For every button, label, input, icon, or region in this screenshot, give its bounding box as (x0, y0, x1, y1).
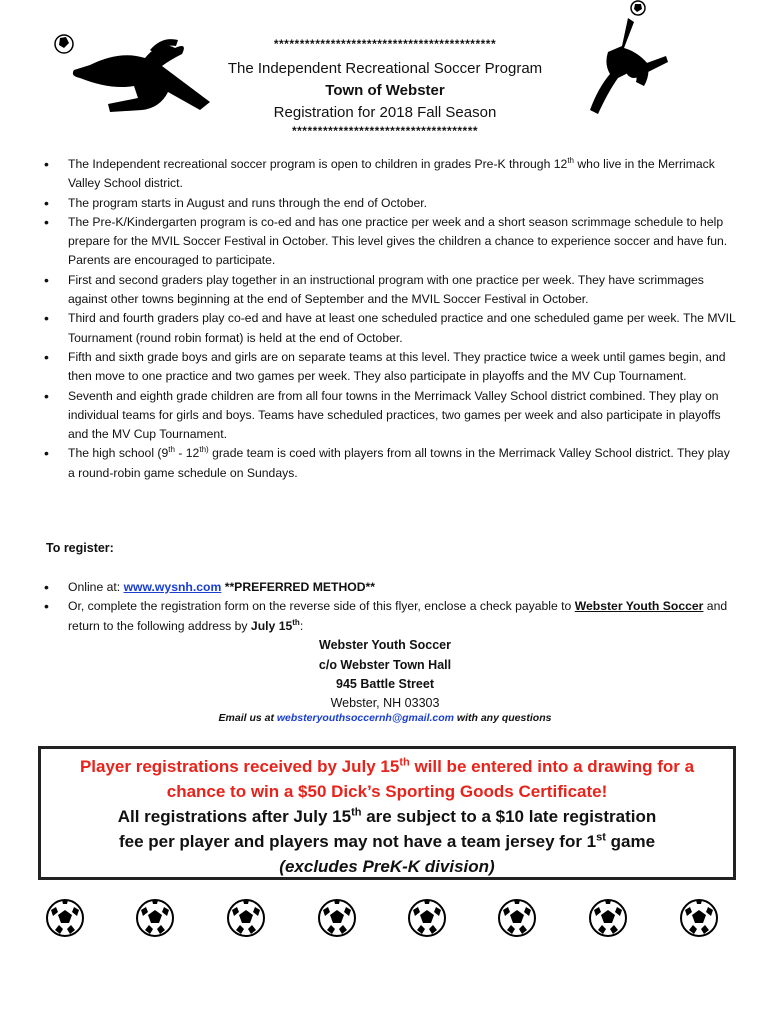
soccer-player-kick-icon (588, 0, 668, 120)
list-item: • Or, complete the registration form on the reverse side of this flyer, enclose a check payable to Webster Youth Soccer and return to the following address by July 15th: (38, 597, 738, 636)
list-item: • First and second graders play together in an instructional program with one practice per week. They have scrimmages against other towns beginning at the end of September and the MVIL Soccer Festival in October. (38, 271, 738, 310)
program-info-list (38, 155, 738, 483)
address-line: Webster, NH 03303 (330, 696, 440, 710)
list-item: • Third and fourth graders play co-ed and have at least one scheduled practice and one scheduled game per week. The MVIL Tournament (round robin format) is held at the end of October. (38, 309, 738, 348)
season-title: Registration for 2018 Fall Season (273, 104, 497, 121)
list-item: • The program starts in August and runs through the end of October. (38, 194, 738, 213)
list-item: • Seventh and eighth grade children are from all four towns in the Merrimack Valley School district combined. They play on individual teams for girls and boys. Teams have scheduled practices, two games per week and also participate in playoffs and the MV Cup Tournament. (38, 387, 738, 445)
list-item: • Fifth and sixth grade boys and girls are on separate teams at this level. They practice twice a week until games begin, and then move to one practice and two games per week. They also participate in playoffs and the MV Cup Tournament. (38, 348, 738, 387)
soccer-ball-icon (679, 898, 719, 938)
soccer-ball-icon (45, 898, 85, 938)
soccer-ball-icon (317, 898, 357, 938)
soccer-ball-icon (226, 898, 266, 938)
soccer-ball-icon (588, 898, 628, 938)
registration-notice-box (38, 746, 736, 880)
soccer-ball-icon (497, 898, 537, 938)
website-link[interactable]: www.wysnh.com (123, 580, 222, 594)
soccer-ball-icon (407, 898, 447, 938)
email-link[interactable]: websteryouthsoccernh@gmail.com (276, 712, 455, 724)
payee-name: Webster Youth Soccer (574, 599, 704, 614)
list-item: • Online at: www.wysnh.com **PREFERRED METHOD** (38, 578, 738, 597)
list-item: • The Pre-K/Kindergarten program is co-ed and has one practice per week and a short season scrimmage schedule to help prepare for the MVIL Soccer Festival in October. This level gives the children a chance to experience soccer and have fun. Parents are encouraged to participate. (38, 213, 738, 271)
flyer-header (0, 0, 770, 145)
late-fee-notice: All registrations after July 15th are subject to a $10 late registration fee per player and players may not have a team jersey for 1st game (excludes PreK-K division) (117, 806, 657, 876)
email-note: Email us at websteryouthsoccernh@gmail.com with any questions (218, 712, 552, 724)
drawing-notice: Player registrations received by July 15th will be entered into a drawing for a chance to win a $50 Dick’s Sporting Goods Certificate! (79, 756, 695, 801)
list-item: • The high school ($9th - 12^{th)}$ grade team is coed with players from all towns in the Merrimack Valley School district. They play a round-robin game schedule on Sundays. (38, 444, 738, 483)
town-title: Town of Webster (325, 82, 445, 99)
stars-divider-top: ******************************************* (273, 37, 497, 51)
address-line: Webster Youth Soccer (319, 638, 451, 652)
stars-divider-bottom: ************************************ (291, 124, 479, 138)
address-line: c/o Webster Town Hall (318, 658, 452, 672)
list-item: • The Independent recreational soccer program is open to children in grades Pre-K through 12th who live in the Merrimack Valley School district. (38, 155, 738, 194)
register-list (38, 578, 738, 636)
soccer-ball-icon (135, 898, 175, 938)
soccer-ball-row (0, 898, 770, 942)
address-line: 945 Battle Street (336, 677, 434, 691)
program-title: The Independent Recreational Soccer Program (227, 60, 543, 77)
register-heading: To register: (46, 541, 114, 555)
